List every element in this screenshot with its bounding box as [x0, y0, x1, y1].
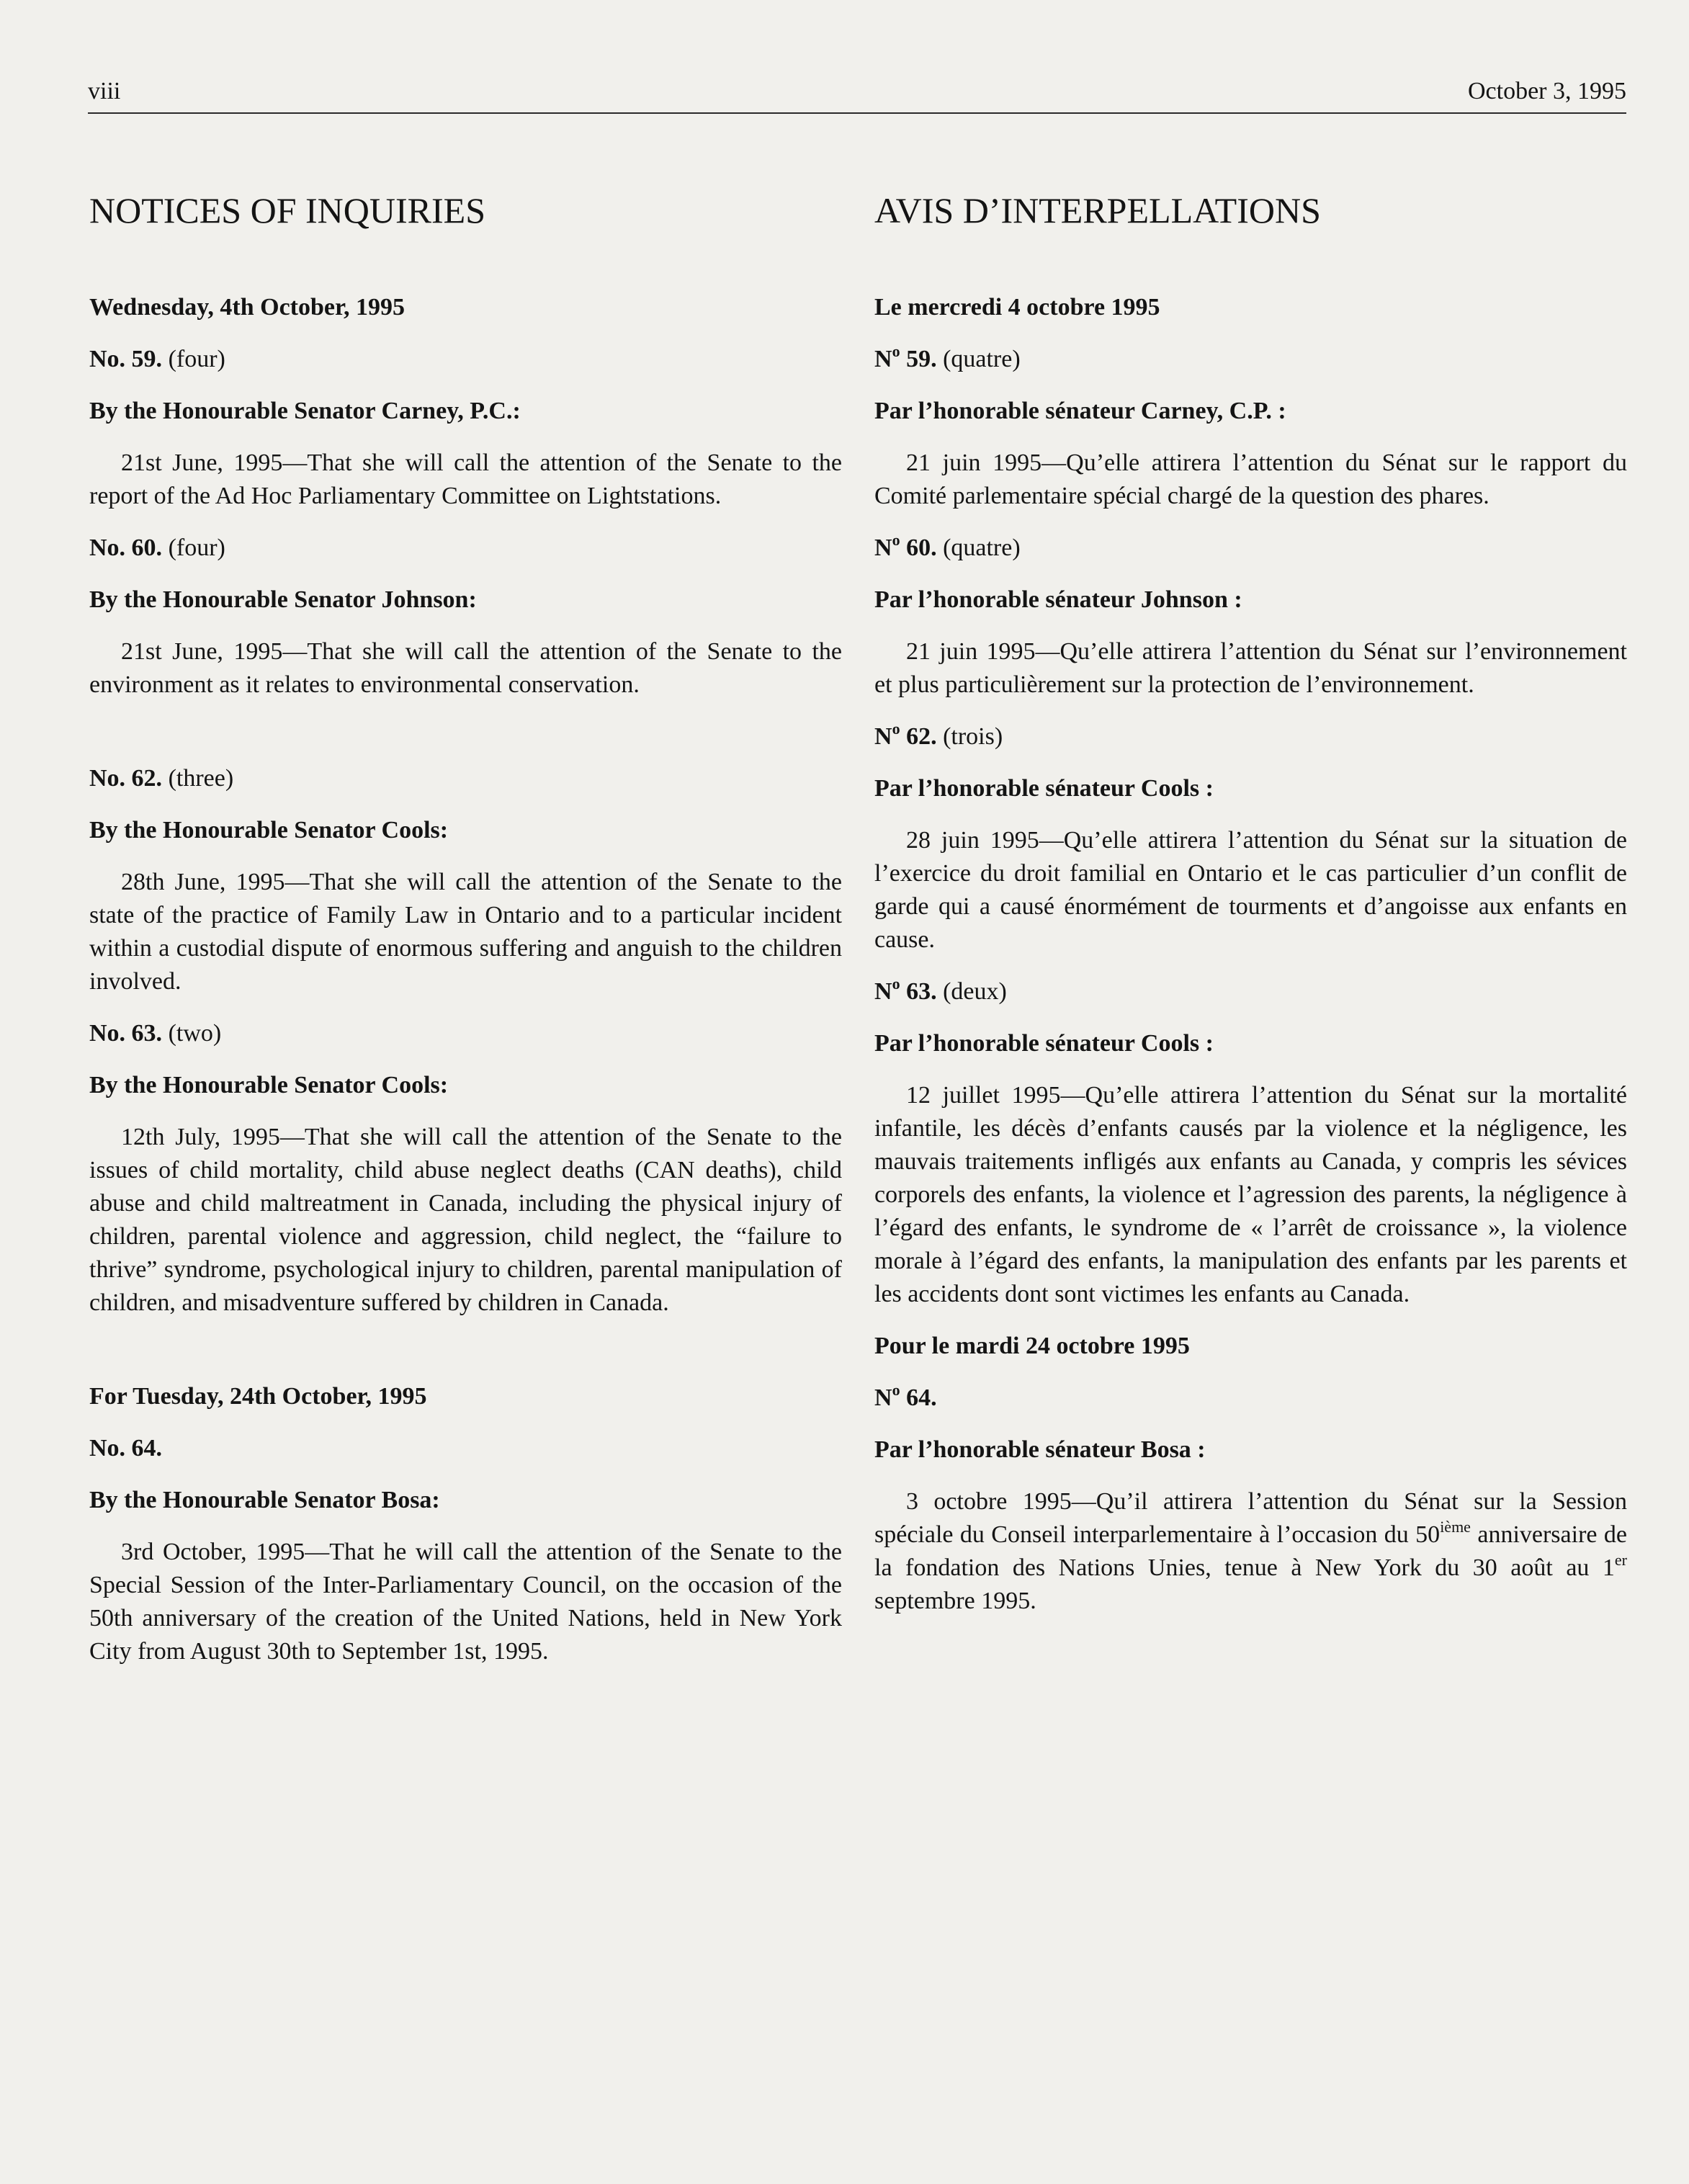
notice-number-fr: $N^o$ 64.	[874, 1381, 937, 1411]
date-heading-fr: Le mercredi 4 octobre 1995	[874, 294, 1160, 321]
notice-text-fr: 28 juin 1995—Qu’elle attirera l’attention du Sénat sur la situation de l’exercice du droit familial en Ontario et le cas particulier d’un conflit de garde qui a causé énormément de tourments et d’angoisse aux enfants en cause.	[874, 827, 1627, 953]
notice-number-en: No. 64.	[89, 1435, 163, 1462]
notice-sponsor-en: By the Honourable Senator Cools:	[89, 817, 449, 843]
notice-number-fr: $N^o$ 59. (quatre)	[874, 342, 1021, 372]
notice-sponsor-en: By the Honourable Senator Carney, P.C.:	[89, 398, 521, 424]
notice-number-en: No. 59. (four)	[89, 346, 225, 372]
spacer	[89, 720, 842, 762]
notice-number-en: No. 60. (four)	[89, 534, 225, 561]
section-title-en: NOTICES OF INQUIRIES	[89, 190, 485, 231]
running-header	[88, 78, 1626, 105]
header-rule	[88, 112, 1626, 114]
notice-text-en: 28th June, 1995—That she will call the attention of the Senate to the state of the practice of Family Law in Ontario and to a particular incident within a custodial dispute of enormous suffering and anguish to the children involved.	[89, 869, 842, 995]
notice-sponsor-en: By the Honourable Senator Cools:	[89, 1072, 449, 1098]
notice-sponsor-fr: Par l’honorable sénateur Bosa :	[874, 1436, 1206, 1463]
notice-text-en: 21st June, 1995—That she will call the attention of the Senate to the report of the Ad Hoc Parliamentary Committee on Lightstations.	[89, 449, 842, 509]
notice-number-fr: $N^o$ 60. (quatre)	[874, 531, 1021, 561]
notice-number-en: No. 62. (three)	[89, 765, 234, 792]
notice-number-fr: $N^o$ 62. (trois)	[874, 720, 1003, 750]
notice-text-en: 21st June, 1995—That she will call the attention of the Senate to the environment as it relates to environmental conservation.	[89, 638, 842, 698]
notice-sponsor-fr: Par l’honorable sénateur Johnson :	[874, 586, 1242, 613]
date-heading-en: For Tuesday, 24th October, 1995	[89, 1383, 427, 1410]
notice-number-fr: $N^o$ 63. (deux)	[874, 975, 1007, 1005]
date-heading-fr: Pour le mardi 24 octobre 1995	[874, 1333, 1190, 1359]
notice-text-en: 3rd October, 1995—That he will call the attention of the Senate to the Special Session of the Inter-Parliamentary Council, on the occasion of the 50th anniversary of the creation of the United Nations, held in New York City from August 30th to September 1st, 1995.	[89, 1539, 842, 1665]
english-column	[89, 189, 842, 1687]
notice-text-fr: 21 juin 1995—Qu’elle attirera l’attention du Sénat sur l’environnement et plus particulièrement sur la protection de l’environnement.	[874, 638, 1627, 698]
french-column	[874, 189, 1627, 1637]
notice-sponsor-en: By the Honourable Senator Bosa:	[89, 1487, 440, 1513]
notice-text-en: 12th July, 1995—That she will call the attention of the Senate to the issues of child mortality, child abuse neglect deaths (CAN deaths), child abuse and child maltreatment in Canada, including the physical injury of children, parental violence and aggression, child neglect, the “failure to thrive” syndrome, psychological injury to children, parental manipulation of children, and misadventure suffered by children in Canada.	[89, 1124, 842, 1316]
section-title-fr: AVIS D’INTERPELLATIONS	[874, 190, 1321, 231]
notice-sponsor-fr: Par l’honorable sénateur Cools :	[874, 775, 1214, 802]
page-number: viii	[88, 78, 121, 104]
spacer	[89, 1338, 842, 1380]
notice-sponsor-fr: Par l’honorable sénateur Cools :	[874, 1030, 1214, 1057]
notice-sponsor-en: By the Honourable Senator Johnson:	[89, 586, 477, 613]
notice-text-fr: 3 octobre 1995—Qu’il attirera l’attention du Sénat sur la Session spéciale du Conseil interparlementaire à l’occasion du 50ième anniversaire de la fondation des Nations Unies, tenue à New York du 30 août au 1er septembre 1995.	[874, 1488, 1627, 1614]
date-heading-en: Wednesday, 4th October, 1995	[89, 294, 405, 321]
notice-text-fr: 21 juin 1995—Qu’elle attirera l’attention du Sénat sur le rapport du Comité parlementaire spécial chargé de la question des phares.	[874, 449, 1627, 509]
header-date: October 3, 1995	[1467, 78, 1626, 104]
notice-text-fr: 12 juillet 1995—Qu’elle attirera l’attention du Sénat sur la mortalité infantile, les décès d’enfants causés par la violence et la négligence, les mauvais traitements infligés aux enfants au Canada, y compris les sévices corporels des enfants, la violence et l’agression des parents, la négligence à l’égard des enfants, le syndrome de « l’arrêt de croissance », la violence morale à l’égard des enfants, la manipulation des enfants par les parents et les accidents dont sont victimes les enfants au Canada.	[874, 1082, 1627, 1307]
notice-number-en: No. 63. (two)	[89, 1020, 222, 1047]
notice-sponsor-fr: Par l’honorable sénateur Carney, C.P. :	[874, 398, 1286, 424]
